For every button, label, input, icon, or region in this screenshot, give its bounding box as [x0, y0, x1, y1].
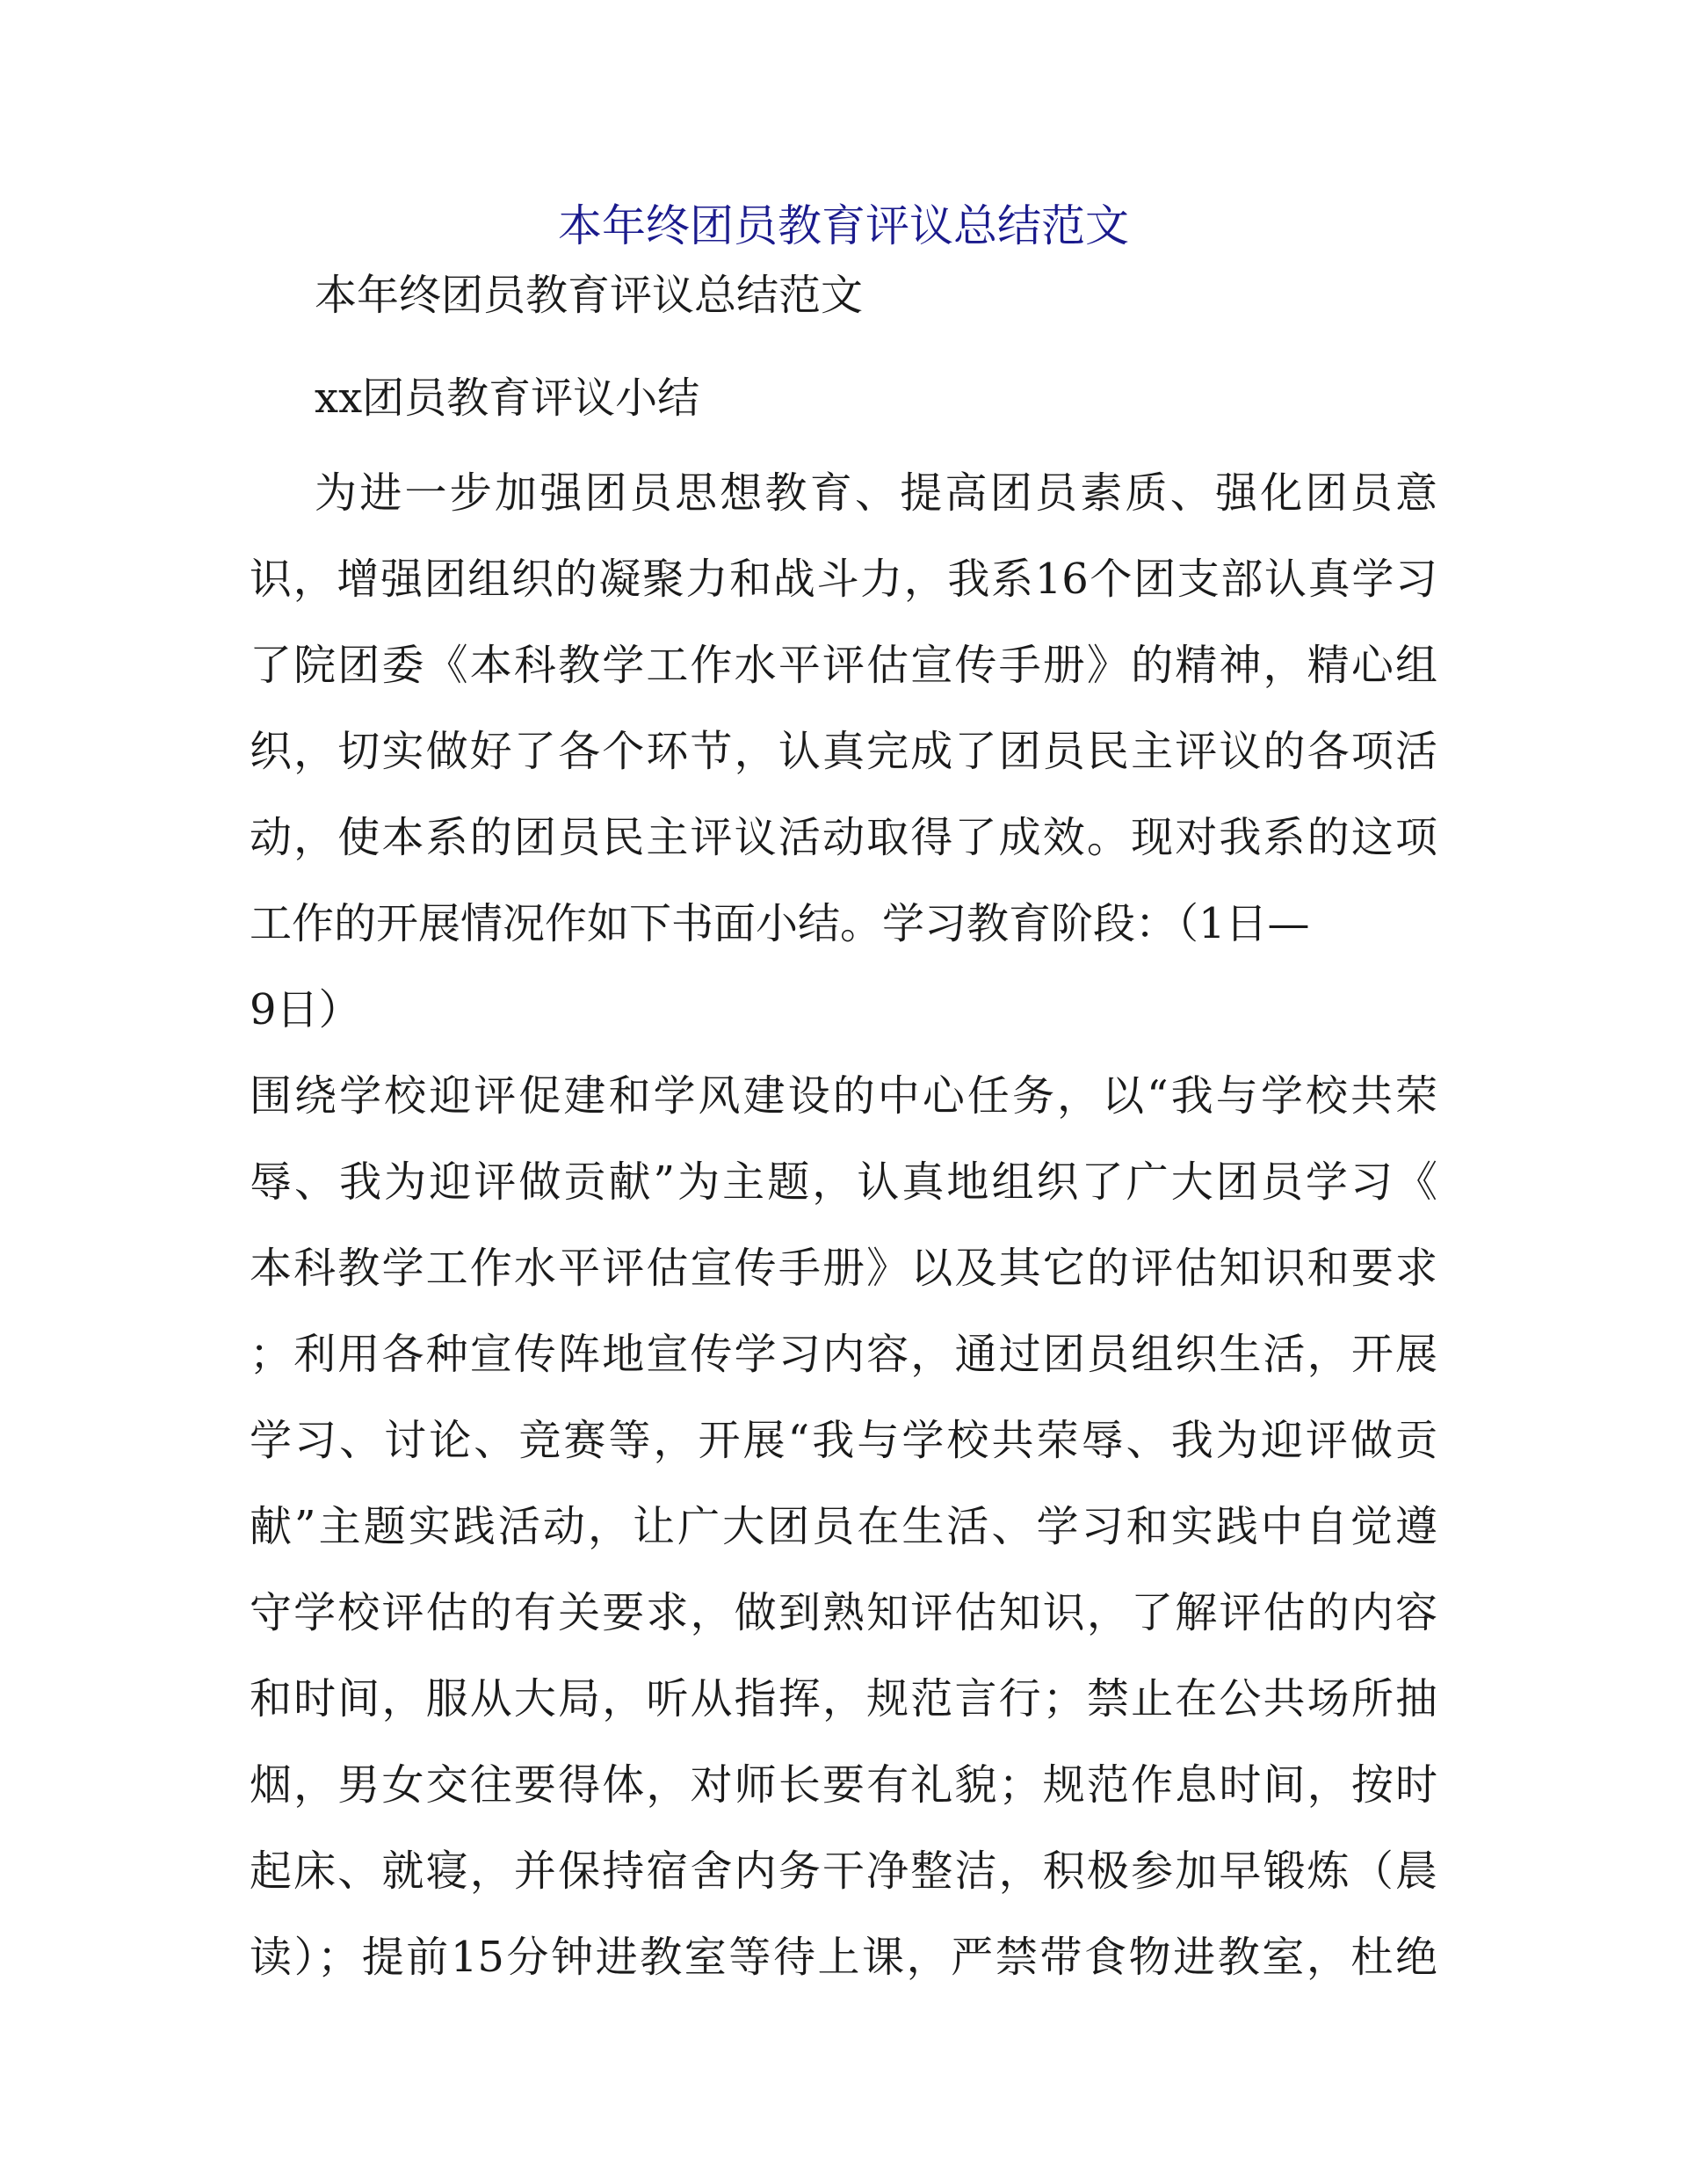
body-line-18: 读）；提前15分钟进教室等待上课，严禁带食物进教室，杜绝 — [250, 1933, 1437, 1982]
body-line-6: 工作的开展情况作如下书面小结。学习教育阶段：（1日— — [250, 899, 1310, 948]
body-line-13: 献”主题实践活动，让广大团员在生活、学习和实践中自觉遵 — [250, 1502, 1437, 1551]
body-line-16: 烟，男女交往要得体，对师长要有礼貌；规范作息时间，按时 — [250, 1760, 1437, 1810]
body-line-11: ；利用各种宣传阵地宣传学习内容，通过团员组织生活，开展 — [250, 1330, 1437, 1379]
body-line-14: 守学校评估的有关要求，做到熟知评估知识，了解评估的内容 — [250, 1588, 1437, 1637]
body-line-7: 9日） — [250, 985, 361, 1034]
body-line-1: 为进一步加强团员思想教育、提高团员素质、强化团员意 — [315, 468, 1437, 518]
body-line-3: 了院团委《本科教学工作水平评估宣传手册》的精神，精心组 — [250, 641, 1437, 690]
body-line-17: 起床、就寝，并保持宿舍内务干净整洁，积极参加早锻炼（晨 — [250, 1847, 1437, 1896]
body-line-15: 和时间，服从大局，听从指挥，规范言行；禁止在公共场所抽 — [250, 1674, 1437, 1723]
subtitle-line: 本年终团员教育评议总结范文 — [315, 271, 864, 320]
body-line-2: 识，增强团组织的凝聚力和战斗力，我系16个团支部认真学习 — [250, 555, 1437, 604]
body-line-5: 动，使本系的团员民主评议活动取得了成效。现对我系的这项 — [250, 813, 1437, 862]
body-line-10: 本科教学工作水平评估宣传手册》以及其它的评估知识和要求 — [250, 1244, 1437, 1293]
body-line-12: 学习、讨论、竞赛等，开展“我与学校共荣辱、我为迎评做贡 — [250, 1416, 1437, 1465]
body-line-8: 围绕学校迎评促建和学风建设的中心任务，以“我与学校共荣 — [250, 1071, 1437, 1121]
body-line-4: 织，切实做好了各个环节，认真完成了团员民主评议的各项活 — [250, 727, 1437, 776]
document-title: 本年终团员教育评议总结范文 — [558, 200, 1129, 251]
body-line-9: 辱、我为迎评做贡献”为主题，认真地组织了广大团员学习《 — [250, 1157, 1437, 1207]
section-heading: xx团员教育评议小结 — [315, 374, 700, 423]
